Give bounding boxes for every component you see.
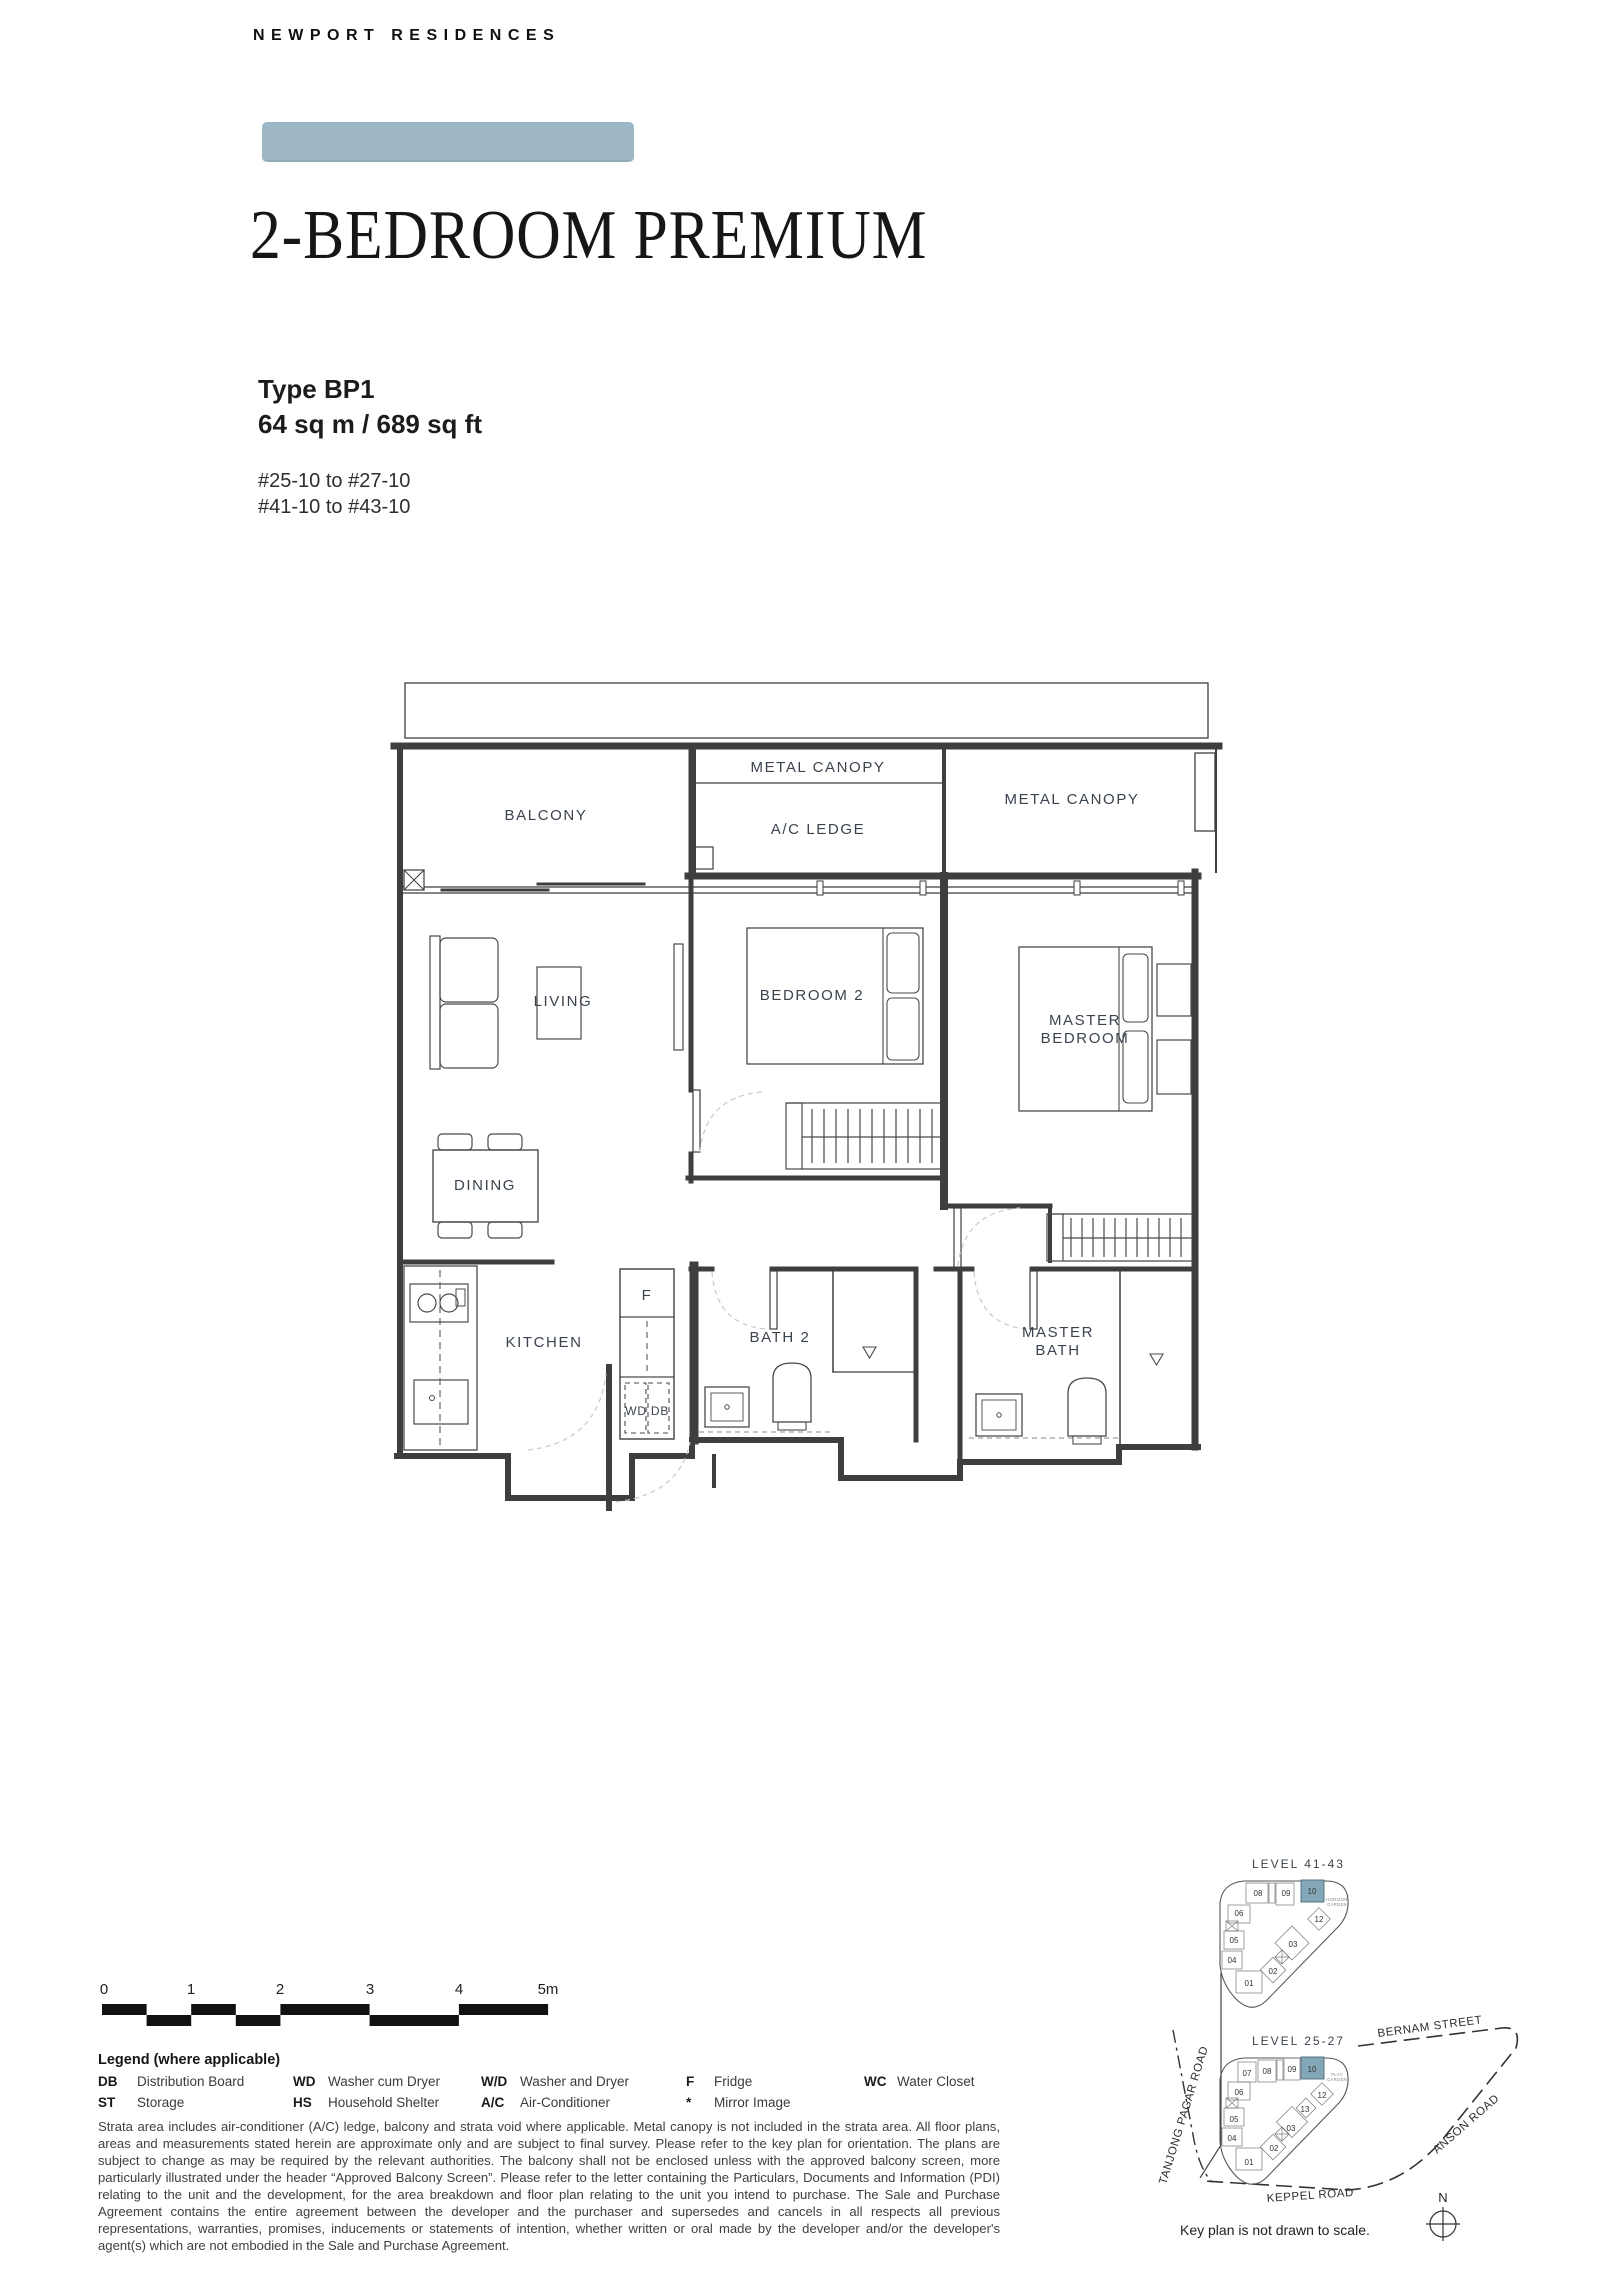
key-plan (1150, 1840, 1580, 2260)
legend-abbr-wd: WD (293, 2074, 316, 2089)
scale-tick-2: 2 (275, 1981, 285, 1998)
key-plan-note: Key plan is not drawn to scale. (1180, 2222, 1370, 2238)
disclaimer-text: Strata area includes air-conditioner (A/C) ledge, balcony and strata void where applicable. Metal canopy is not included in the strata area. All floor plans, areas and measurements stated herein are approximate only and are subject to final survey. Please refer to the key plan for orientation. The plans are subject to change as may be required by the relevant authorities. The balcony shall not be enclosed unless with the approved balcony screen, more particularly illustrated under the header “Approved Balcony Screen”. Please refer to the letter containing the Particulars, Documents and Information (PDI) relating to the unit and the development, for the area breakdown and floor plan relating to the unit you intend to purchase. The Sale and Purchase Agreement contains the entire agreement between the developer and the purchaser and supersedes and cancels in all respects all previous representations, warranties, promises, inducements or statements of intention, whether written or oral made by the developer and/or the developer's agent(s) which are not embodied in the Sale and Purchase Agreement. (98, 2119, 1000, 2253)
legend-abbr-hs: HS (293, 2095, 312, 2110)
kp-garden-top-1: HORIZON (1326, 1897, 1348, 1902)
label-wd: WD (625, 1404, 647, 1418)
kp-bot-unit-06: 06 (1234, 2088, 1244, 2097)
label-living: LIVING (533, 993, 593, 1010)
key-plan-building-bottom (1220, 2057, 1348, 2184)
project-name: NEWPORT RESIDENCES (253, 27, 561, 44)
kp-top-unit-06: 06 (1234, 1909, 1244, 1918)
legend-desc-ac: Air-Conditioner (520, 2095, 611, 2110)
label-master-bedroom-2: BEDROOM (1040, 1030, 1130, 1047)
road-keppel-road: KEPPEL ROAD (1266, 2186, 1355, 2205)
master-bath-fixtures (969, 1354, 1163, 1444)
legend-abbr-w-d: W/D (481, 2074, 508, 2089)
legend-desc-st: Storage (137, 2095, 185, 2110)
legend-desc-wc: Water Closet (897, 2074, 975, 2089)
road-anson-road: ANSON ROAD (1431, 2092, 1502, 2157)
key-plan-level-top: LEVEL 41-43 (1252, 1857, 1345, 1871)
kp-garden-bottom-2: GARDEN (1327, 2077, 1347, 2082)
kp-top-unit-12: 12 (1314, 1915, 1324, 1924)
legend-title: Legend (where applicable) (98, 2052, 281, 2068)
kp-top-unit-05: 05 (1229, 1936, 1239, 1945)
legend-abbr-mirror: * (686, 2095, 692, 2110)
scale-bar (98, 1980, 568, 2035)
scale-tick-4: 4 (454, 1981, 464, 1998)
label-master-bedroom-1: MASTER (1048, 1012, 1122, 1029)
road-tanjong-pagar-road: TANJONG PAGAR ROAD (1157, 2044, 1211, 2186)
kitchen-counter (404, 1266, 477, 1450)
unit-type-block (258, 372, 482, 442)
kp-bot-unit-05: 05 (1229, 2115, 1239, 2124)
kp-top-unit-09: 09 (1281, 1889, 1291, 1898)
tv-console (674, 944, 683, 1050)
kp-garden-top-2: GARDEN (1327, 1902, 1347, 1907)
label-ac-ledge: A/C LEDGE (770, 821, 866, 838)
wardrobe-bedroom2 (786, 1103, 941, 1169)
legend-abbr-db: DB (98, 2074, 118, 2089)
label-fridge: F (641, 1287, 653, 1304)
kp-bot-unit-12: 12 (1317, 2091, 1327, 2100)
key-plan-building-top (1220, 1880, 1348, 2007)
unit-type-label: Type BP1 (258, 374, 375, 404)
bed-master (1019, 947, 1191, 1111)
sofa (430, 936, 498, 1069)
stack-range-2: #41-10 to #43-10 (258, 496, 411, 518)
page-title: 2-BEDROOM PREMIUM (250, 197, 928, 274)
scale-tick-3: 3 (365, 1981, 375, 1998)
kp-bot-unit-02: 02 (1269, 2144, 1279, 2153)
floor-trap-icon (1150, 1354, 1163, 1365)
compass-north-label: N (1438, 2190, 1448, 2205)
label-metal-canopy: METAL CANOPY (750, 759, 886, 776)
hob-icon (410, 1284, 468, 1322)
label-metal-canopy-right: METAL CANOPY (1004, 791, 1140, 808)
label-master-bath-2: BATH (1035, 1342, 1081, 1359)
scale-tick-1: 1 (186, 1981, 196, 1998)
kp-bot-unit-03: 03 (1286, 2124, 1296, 2133)
bath2-fixtures (699, 1347, 876, 1432)
stack-ranges (258, 468, 410, 520)
unit-area: 64 sq m / 689 sq ft (258, 409, 482, 439)
legend-desc-mirror: Mirror Image (714, 2095, 791, 2110)
label-bath2: BATH 2 (749, 1329, 811, 1346)
scale-tick-0: 0 (99, 1981, 109, 1998)
kp-top-unit-08: 08 (1253, 1889, 1263, 1898)
floor-plan (380, 650, 1240, 1520)
kp-top-unit-02: 02 (1268, 1967, 1278, 1976)
label-dining: DINING (453, 1177, 517, 1194)
legend-abbr-f: F (686, 2074, 695, 2089)
compass-icon (1426, 2207, 1460, 2241)
legend-abbr-st: ST (98, 2095, 116, 2110)
label-master-bath-1: MASTER (1021, 1324, 1095, 1341)
legend-desc-wd: Washer cum Dryer (328, 2074, 441, 2089)
legend-desc-w-d: Washer and Dryer (520, 2074, 630, 2089)
wardrobe-master (1047, 1214, 1195, 1261)
label-balcony: BALCONY (504, 807, 588, 824)
label-bedroom2: BEDROOM 2 (759, 987, 865, 1004)
road-bernam-street: BERNAM STREET (1376, 2014, 1484, 2040)
legend-desc-db: Distribution Board (137, 2074, 245, 2089)
legend-abbr-ac: A/C (481, 2095, 505, 2110)
kp-garden-bottom-1: PLAY (1331, 2072, 1343, 2077)
kp-bot-unit-10: 10 (1307, 2065, 1317, 2074)
scale-tick-5: 5m (537, 1981, 559, 1998)
accent-bar (262, 122, 634, 162)
key-plan-level-bottom: LEVEL 25-27 (1252, 2034, 1345, 2048)
legend-desc-f: Fridge (714, 2074, 753, 2089)
label-kitchen: KITCHEN (505, 1334, 583, 1351)
kp-top-unit-04: 04 (1227, 1956, 1237, 1965)
legend-desc-hs: Household Shelter (328, 2095, 440, 2110)
stack-range-1: #25-10 to #27-10 (258, 470, 411, 492)
legend (98, 2052, 1048, 2122)
legend-abbr-wc: WC (864, 2074, 887, 2089)
kp-bot-unit-07: 07 (1242, 2069, 1252, 2078)
kp-top-unit-01: 01 (1244, 1979, 1254, 1988)
floor-trap-icon (863, 1347, 876, 1358)
scale-bar-blocks (102, 2004, 548, 2026)
label-db: DB (650, 1404, 670, 1418)
kp-bot-unit-01: 01 (1244, 2158, 1254, 2167)
kp-bot-unit-09: 09 (1287, 2065, 1297, 2074)
toilet-icon (773, 1363, 811, 1422)
kp-top-unit-03: 03 (1288, 1940, 1298, 1949)
toilet-icon (1068, 1378, 1106, 1436)
kp-bot-unit-08: 08 (1262, 2067, 1272, 2076)
sink-icon (414, 1380, 468, 1424)
kp-bot-unit-04: 04 (1227, 2134, 1237, 2143)
kp-top-unit-10: 10 (1307, 1887, 1317, 1896)
kp-bot-unit-13: 13 (1300, 2105, 1310, 2114)
